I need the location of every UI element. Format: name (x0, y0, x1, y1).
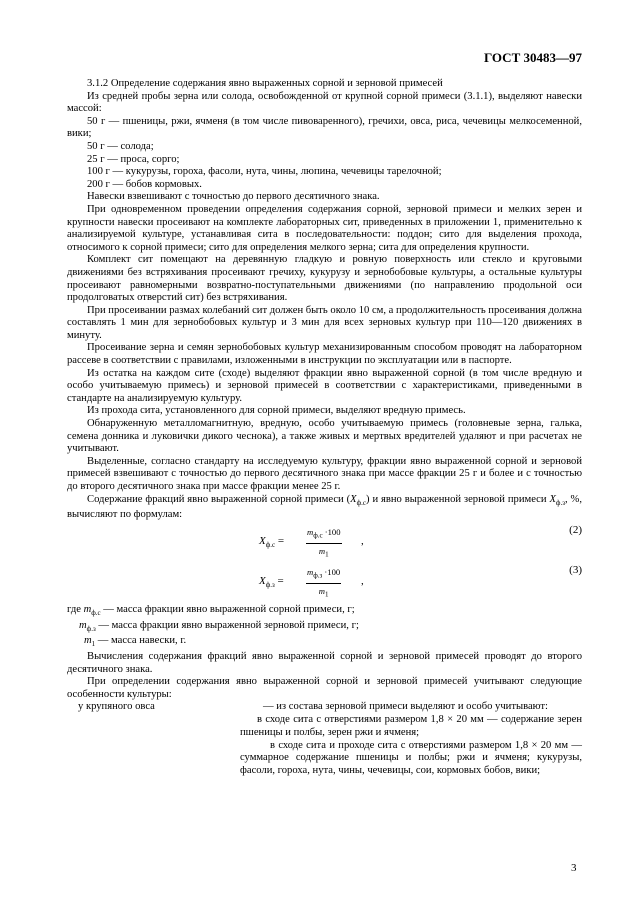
document-body (67, 78, 582, 777)
paragraph: Просеивание зерна и семян зернобобовых культур механизированным способом проводят на лабораторном рассеве в соответствии с правилами, изложенными в инструкции по эксплуатации или в паспорте. (67, 342, 582, 367)
where-line: где $m_{ф.с}$ — масса фракции явно выраженной сорной примеси, г; (67, 603, 355, 617)
formula-lhs: $X_{ф.з}$ = (259, 574, 284, 590)
formula-3: $X_{ф.з}$ = $m_{ф.з} \cdot 100$ $m_1$ , (3) (259, 563, 582, 599)
where-line: $m_1$ — масса навески, г. (84, 635, 187, 649)
culture-label: у крупяного овса (78, 701, 155, 713)
where-line: $m_{ф.з}$ — масса фракции явно выраженной зерновой примеси, г; (79, 619, 359, 633)
culture-subitem: в сходе сита с отверстиями размером 1,8 × 20 мм — содержание зерен пшеницы и полбы, зерен ржи и ячменя; (240, 714, 582, 738)
culture-subitem: в сходе сита и проходе сита с отверстиями размером 1,8 × 20 мм — суммарное содержание пшеницы и полбы; ржи и ячменя; кукурузы, фасоли, гороха, нута, чины, чечевицы, сои, кормовых бобов, вики; (240, 739, 582, 776)
formula-lhs: $X_{ф.с}$ = (259, 534, 285, 550)
equation-number: (2) (569, 523, 582, 536)
paragraph-formula-intro: Содержание фракций явно выраженной сорной примеси $(X_{ф.с})$ и явно выраженной зерновой примеси $X_{ф.з}$, %, вычисляют по формулам: (67, 493, 582, 521)
paragraph: Выделенные, согласно стандарту на исследуемую культуру, фракции явно выраженной сорной и зерновой примесей взвешивают с точностью до первого десятичного знака при массе фракции 25 г и более и с точностью до второго десятичного знака при массе фракции менее 25 г. (67, 455, 582, 492)
paragraph: Из прохода сита, установленного для сорной примеси, выделяют вредную примесь. (87, 405, 466, 417)
page-number: 3 (571, 862, 577, 874)
paragraph: При одновременном проведении определения содержания сорной, зерновой примеси и мелких зерен и крупности навески просеивают на комплекте лабораторных сит, приведенных в приложении 1, применительно к анализируемой культуре, устанавливая сита в последовательности: поддон; сито для выделения прохода, относимого к сорной примеси; сито для определения мелкого зерна; сита для определения крупности. (67, 203, 582, 253)
paragraph: Вычисления содержания фракций явно выраженной сорной и зерновой примесей проводят до второго десятичного знака. (67, 651, 582, 675)
formula-2: $X_{ф.с}$ = $m_{ф.с} \cdot 100$ $m_1$ , (2) (259, 523, 582, 559)
fraction-denominator: $m_1$ (318, 585, 329, 599)
paragraph: Обнаруженную металломагнитную, вредную, особо учитываемую примесь (головневые зерна, галька, семена донника и луковички дикого чеснока), а также живых и мертвых вредителей удаляют и при расчетах не учитывают. (67, 418, 582, 455)
paragraph: Комплект сит помещают на деревянную гладкую и ровную поверхность или стекло и круговыми движениями без встряхивания просеивают гречиху, кукурузу и зернобобовые культуры, а остальные культуры просеивают равномерными возвратно-поступательными движениями (по направлению продольной оси продолговатых отверстий сит) без встряхивания. (67, 254, 582, 304)
fraction-denominator: $m_1$ (318, 545, 329, 559)
list-item: 50 г — пшеницы, ржи, ячменя (в том числе пивоваренного), гречихи, овса, риса, чечевицы мелкосеменной, вики; (67, 115, 582, 140)
formula-fraction (306, 526, 342, 560)
paragraph: Навески взвешивают с точностью до первого десятичного знака. (87, 191, 380, 203)
fraction-numerator: $m_{ф.с} \cdot 100$ (306, 526, 342, 544)
list-item: 200 г — бобов кормовых. (87, 178, 202, 190)
paragraph: Из остатка на каждом сите (сходе) выделяют фракции явно выраженной сорной (в том числе вредную и особо учитываемую примесь) и зерновой примесей в соответствии с характеристиками, приведенными в стандарте на анализируемую культуру. (67, 367, 582, 404)
paragraph: При определении содержания явно выраженной сорной и зерновой примесей учитывают следующие особенности культуры: (67, 676, 582, 700)
list-item: 100 г — кукурузы, гороха, фасоли, нута, чины, люпина, чечевицы тарелочной; (87, 166, 442, 178)
section-heading: 3.1.2 Определение содержания явно выраженных сорной и зерновой примесей (87, 78, 443, 89)
paragraph: Из средней пробы зерна или солода, освобожденной от крупной сорной примеси (3.1.1), выделяют навески массой: (67, 90, 582, 115)
list-item: 25 г — проса, сорго; (87, 153, 180, 165)
equation-number: (3) (569, 563, 582, 576)
fraction-numerator: $m_{ф.з} \cdot 100$ (306, 566, 341, 584)
formula-fraction (306, 566, 341, 600)
culture-row (67, 701, 582, 714)
paragraph: При просеивании размах колебаний сит должен быть около 10 см, а продолжительность просеивания должна составлять 1 мин для зернобобовых культур и 3 мин для всех зерновых культур при 110—120 движениях в минуту. (67, 304, 582, 341)
standard-header: ГОСТ 30483—97 (483, 50, 582, 65)
list-item: 50 г — солода; (87, 140, 154, 152)
culture-rule: — из состава зерновой примеси выделяют и особо учитывают: (263, 701, 548, 713)
